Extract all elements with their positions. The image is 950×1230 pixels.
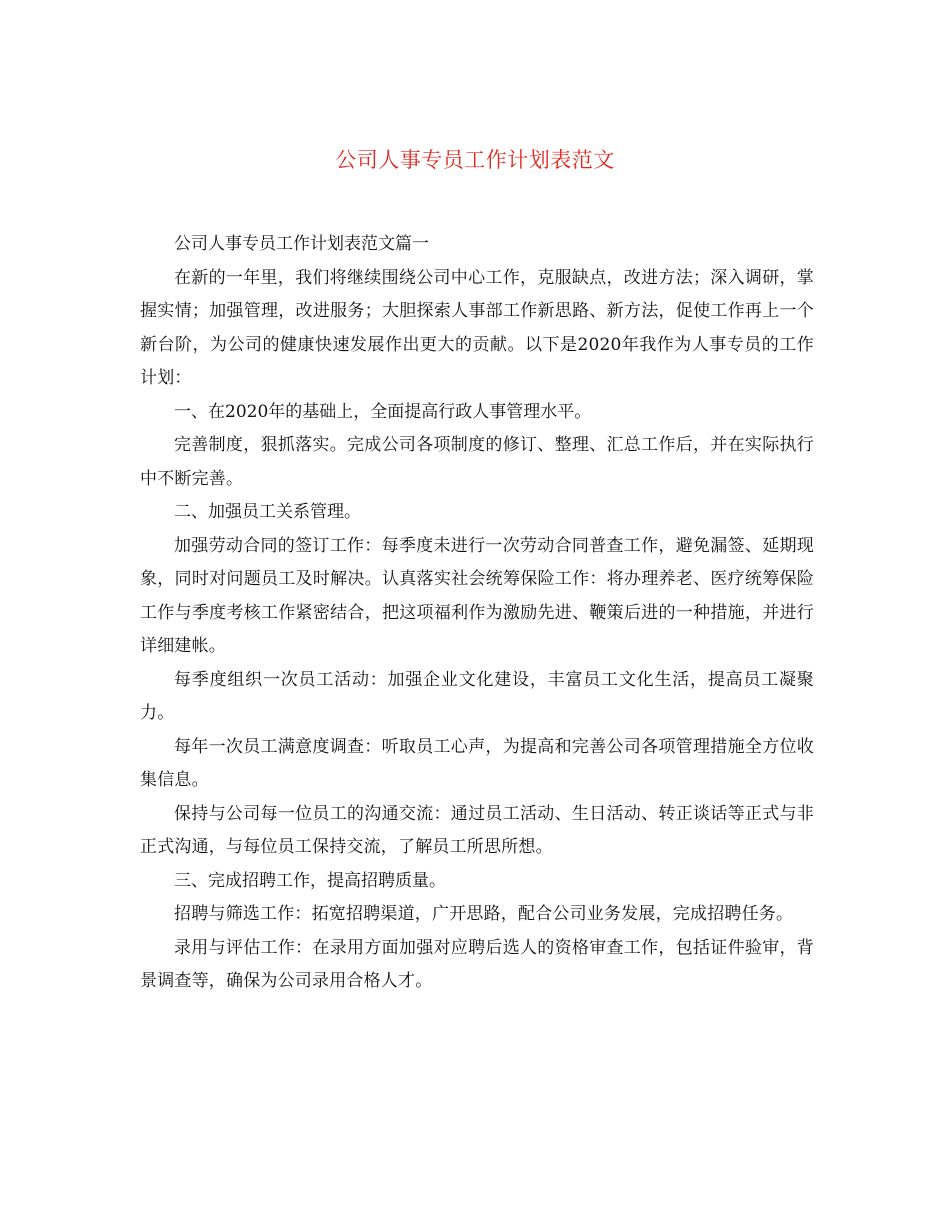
- paragraph-activities: 每季度组织一次员工活动：加强企业文化建设，丰富员工文化生活，提高员工凝聚力。: [140, 669, 814, 723]
- document-title: 公司人事专员工作计划表范文: [335, 148, 615, 172]
- section-heading-2: 二、加强员工关系管理。: [174, 502, 361, 522]
- paragraph-contract: 加强劳动合同的签订工作：每季度未进行一次劳动合同普查工作，避免漏签、延期现象，同时对问题员工及时解决。认真落实社会统筹保险工作：将办理养老、医疗统筹保险工作与季度考核工作紧密结合，把这项福利作为激励先进、鞭策后进的一种措施，并进行详细建帐。: [140, 535, 814, 656]
- paragraph-recruiting: 招聘与筛选工作：拓宽招聘渠道，广开思路，配合公司业务发展，完成招聘任务。: [174, 904, 794, 924]
- section-heading-3: 三、完成招聘工作，提高招聘质量。: [174, 870, 446, 891]
- document-body: [140, 228, 814, 999]
- paragraph-system: 完善制度，狠抓落实。完成公司各项制度的修订、整理、汇总工作后，并在实际执行中不断完善。: [140, 435, 814, 489]
- paragraph-survey: 每年一次员工满意度调查：听取员工心声，为提高和完善公司各项管理措施全方位收集信息。: [140, 736, 814, 790]
- paragraph-communication: 保持与公司每一位员工的沟通交流：通过员工活动、生日活动、转正谈话等正式与非正式沟通，与每位员工保持交流，了解员工所思所想。: [140, 803, 814, 857]
- section-subtitle: 公司人事专员工作计划表范文篇一: [174, 234, 429, 254]
- paragraph-intro: 在新的一年里，我们将继续围绕公司中心工作，克服缺点，改进方法；深入调研，掌握实情；加强管理，改进服务；大胆探索人事部工作新思路、新方法，促使工作再上一个新台阶，为公司的健康快速发展作出更大的贡献。以下是2020年我作为人事专员的工作计划：: [140, 267, 814, 388]
- paragraph-hiring: 录用与评估工作：在录用方面加强对应聘后选人的资格审查工作，包括证件验审，背景调查等，确保为公司录用合格人才。: [140, 937, 814, 991]
- section-heading-1: 一、在2020年的基础上，全面提高行政人事管理水平。: [174, 401, 592, 422]
